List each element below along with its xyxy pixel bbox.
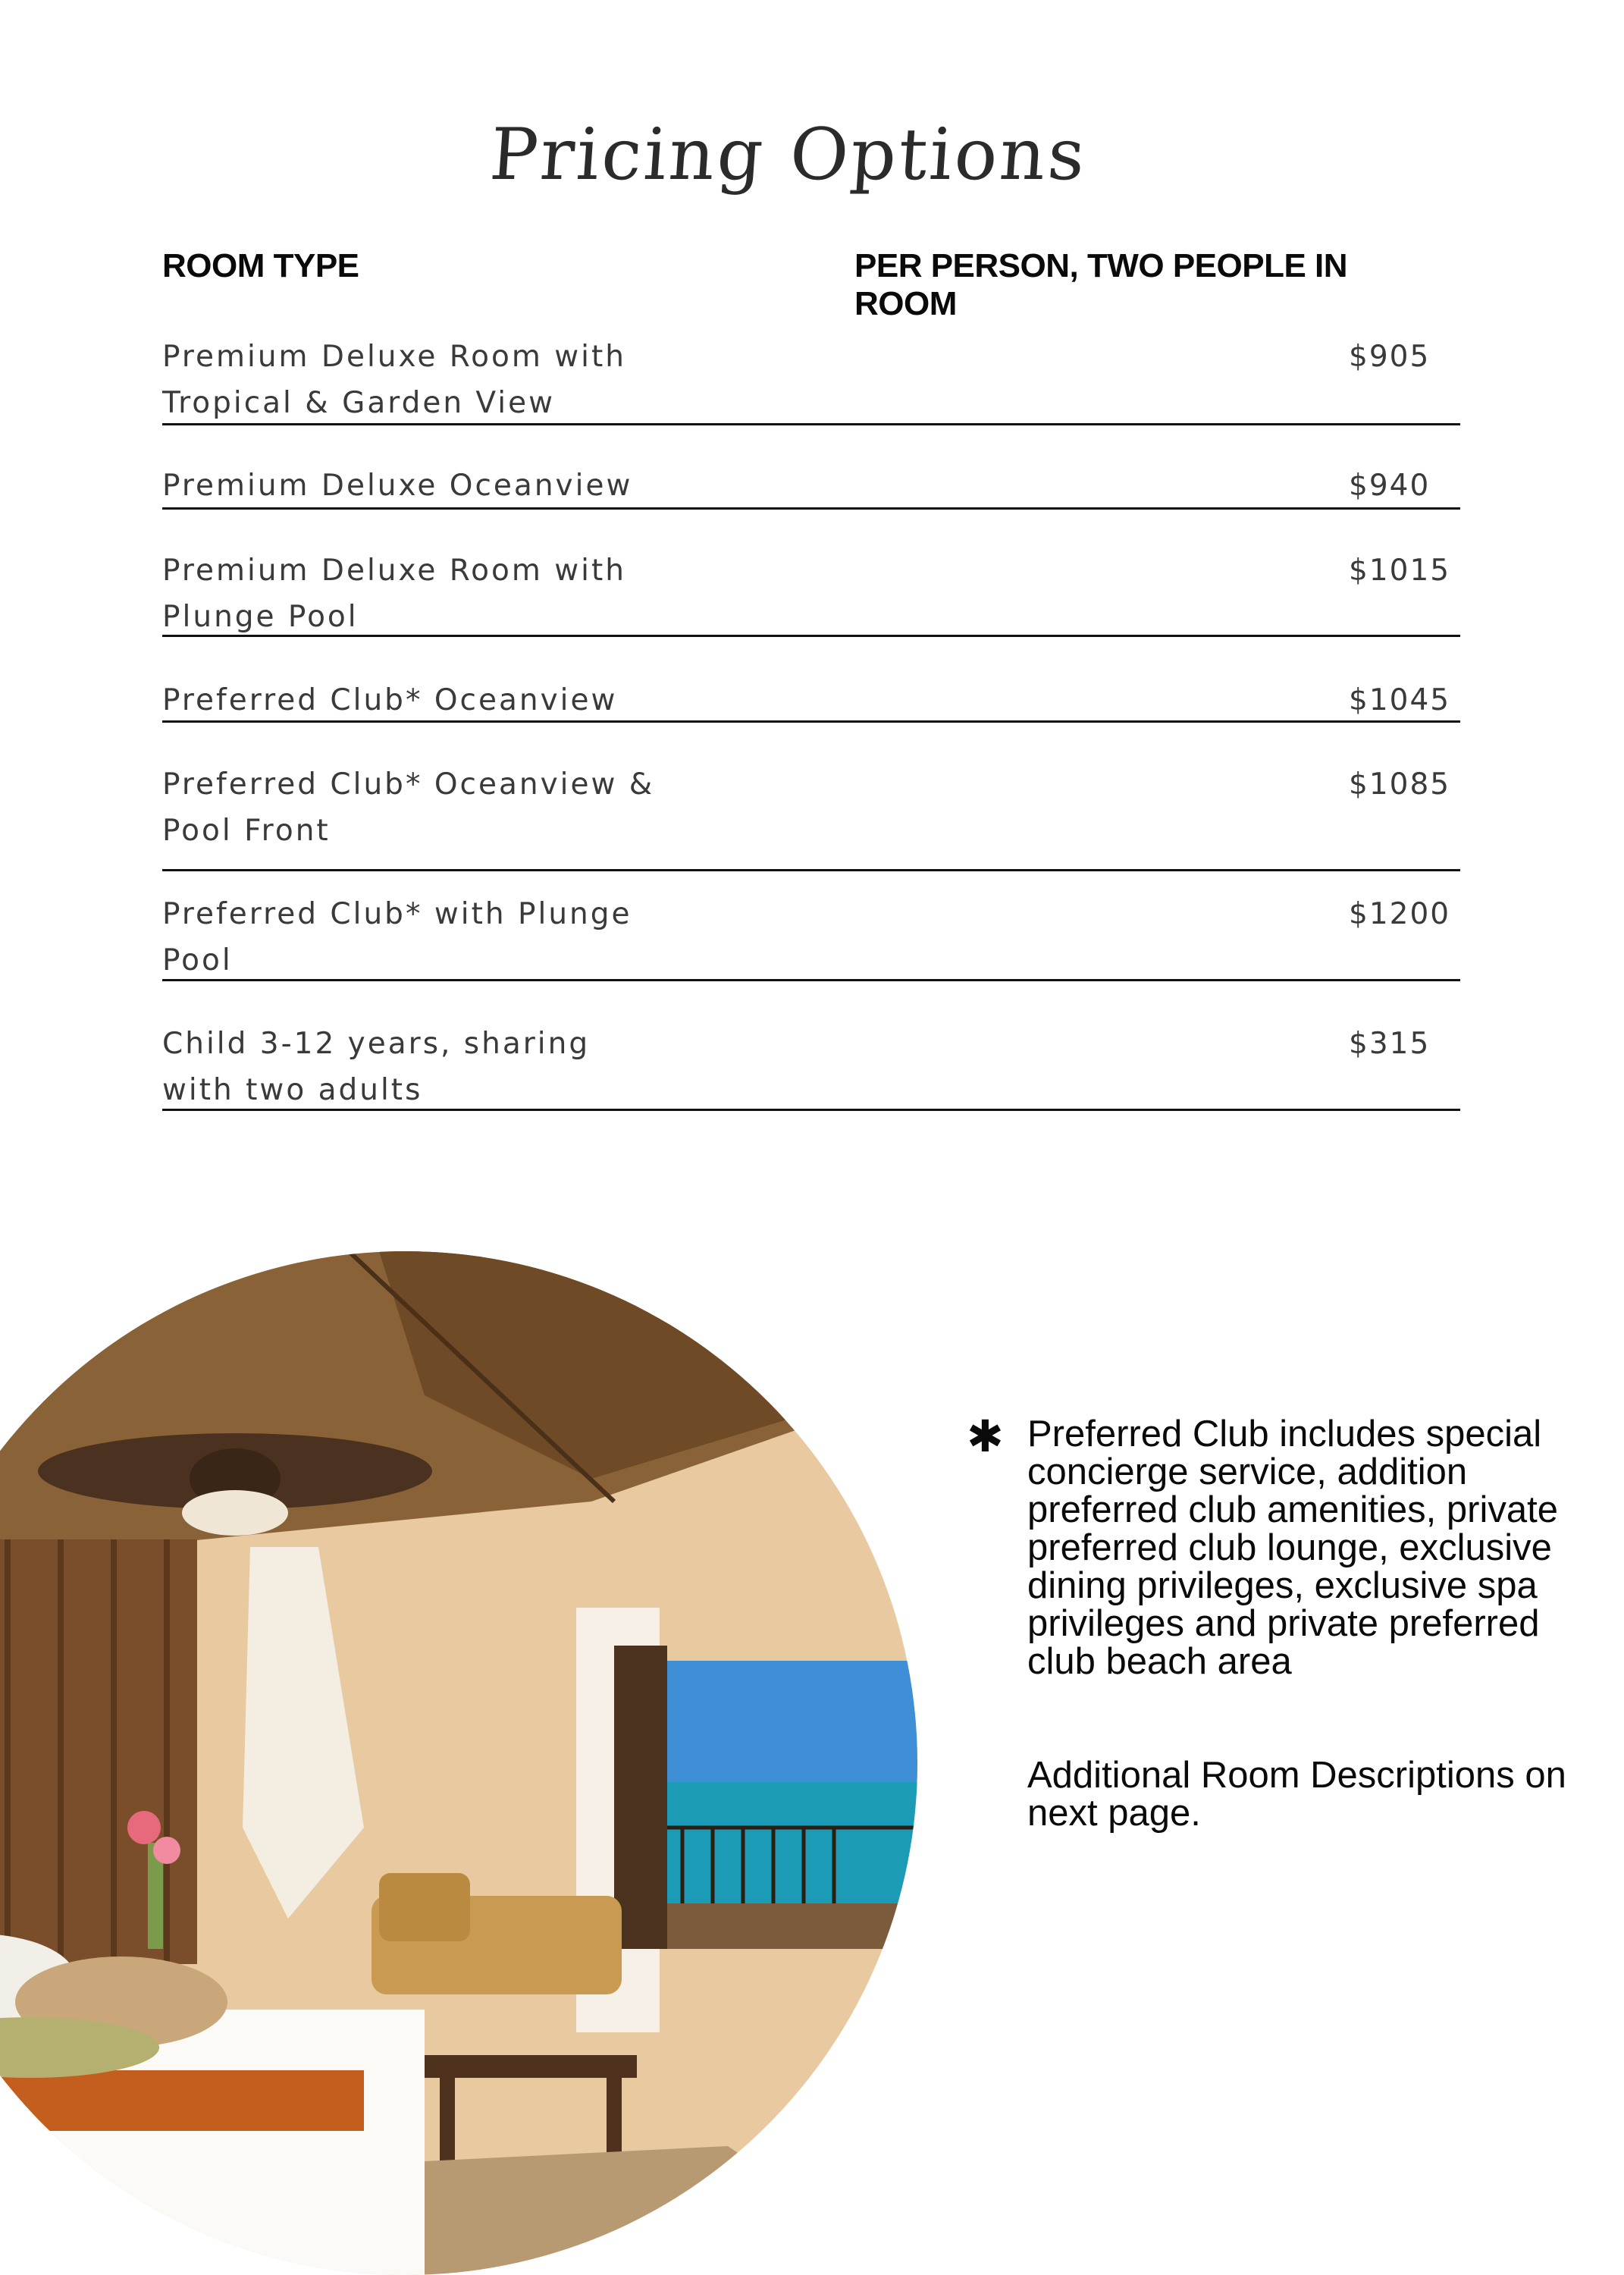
room-price: $905: [1349, 340, 1431, 374]
room-price: $940: [1349, 469, 1431, 503]
room-price: $1085: [1349, 767, 1451, 802]
table-row: [162, 677, 1460, 723]
room-name: Premium Deluxe Oceanview: [162, 469, 633, 503]
table-row: [162, 761, 1460, 871]
room-name: Preferred Club* Oceanview: [162, 683, 618, 717]
table-row: [162, 548, 1460, 637]
table-row: [162, 463, 1460, 510]
room-type-header: ROOM TYPE: [162, 247, 359, 284]
preferred-club-note: Preferred Club includes special concierge service, addition preferred club amenities, private preferred club lounge, exclusive dining privileges, exclusive spa privileges and private preferred club beach area: [1027, 1414, 1558, 1682]
table-row: [162, 334, 1460, 425]
room-price: $1200: [1349, 897, 1451, 931]
room-name: Premium Deluxe Room with Plunge Pool: [162, 554, 626, 634]
room-name: Child 3-12 years, sharing with two adults: [162, 1027, 591, 1107]
asterisk-icon: ✱: [967, 1410, 1004, 1462]
resort-room-photo: [0, 1251, 917, 2275]
room-price: $1045: [1349, 683, 1451, 717]
table-row: [162, 1021, 1460, 1111]
additional-descriptions-note: Additional Room Descriptions on next page.: [1027, 1755, 1566, 1834]
page-title: Pricing Options: [487, 114, 1090, 196]
room-name: Preferred Club* with Plunge Pool: [162, 897, 632, 977]
room-name: Preferred Club* Oceanview & Pool Front: [162, 767, 655, 848]
room-name: Premium Deluxe Room with Tropical & Garden View: [162, 340, 626, 420]
price-header: PER PERSON, TWO PEOPLE IN ROOM: [854, 247, 1348, 322]
room-price: $315: [1349, 1027, 1431, 1061]
table-row: [162, 891, 1460, 981]
room-price: $1015: [1349, 554, 1451, 588]
